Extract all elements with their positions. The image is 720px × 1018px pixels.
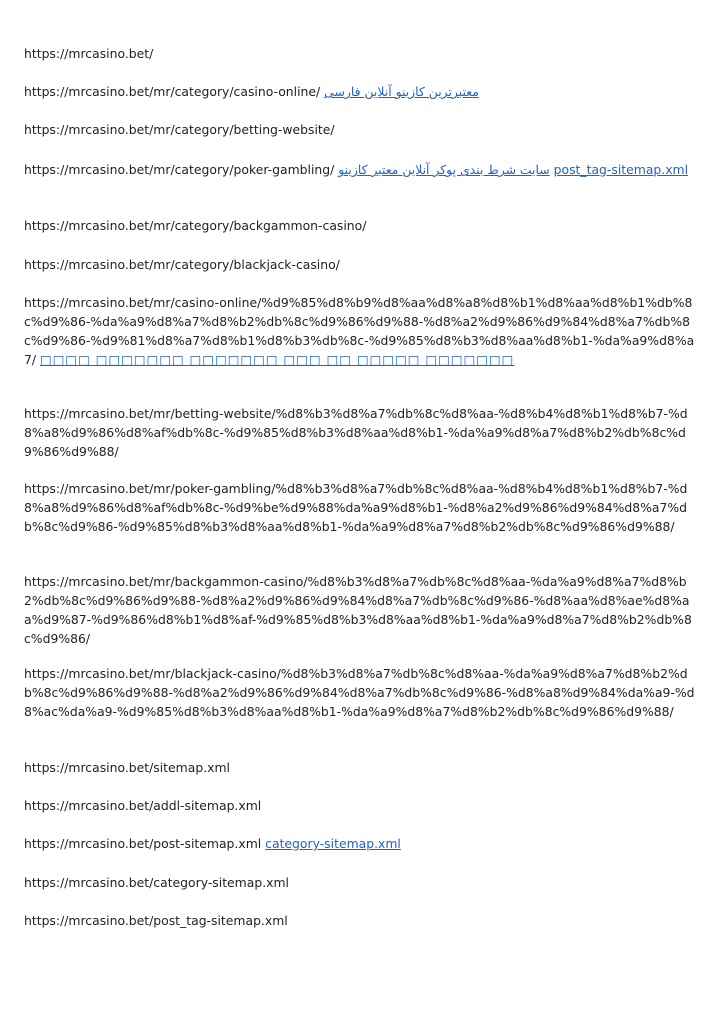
url-text: https://mrcasino.bet/mr/betting-website/%d8%b3%d8%a7%db%8c%d8%aa-%d8%b4%d8%b1%d8%b7-%d8%a8%d9%86%d8%af%db%8c-%d9%85%d8%b3%d8%aa%d8%b1-%da%a9%d8%a7%d8%b2%db%8c%d9%86%d9%88/ xyxy=(24,406,688,459)
url-entry-5 xyxy=(24,216,700,235)
url-entry-12 xyxy=(24,758,700,777)
url-text: https://mrcasino.bet/addl-sitemap.xml xyxy=(24,798,262,813)
url-entry-9 xyxy=(24,479,700,536)
url-text: https://mrcasino.bet/mr/backgammon-casino/%d8%b3%d8%a7%db%8c%d8%aa-%da%a9%d8%a7%d8%b2%db%8c%d9%86%d9%88-%d8%a2%d9%86%d9%84%d8%a7%db%8c%d9%86-%d8%aa%d8%ae%d8%aa%d9%87-%d9%86%d8%b1%d8%af-%d9%85%d8%b3%d8%aa%d8%b1-%da%a9%d8%a7%d8%b2%db%8c%d9%86/ xyxy=(24,574,692,646)
url-entry-15 xyxy=(24,873,700,892)
url-text: https://mrcasino.bet/post_tag-sitemap.xml xyxy=(24,913,288,928)
url-entry-1 xyxy=(24,44,700,63)
category-sitemap-link[interactable]: category-sitemap.xml xyxy=(265,836,401,851)
url-text: https://mrcasino.bet/category-sitemap.xml xyxy=(24,875,289,890)
url-text: https://mrcasino.bet/ xyxy=(24,46,154,61)
url-text: https://mrcasino.bet/mr/poker-gambling/%d8%b3%d8%a7%db%8c%d8%aa-%d8%b4%d8%b1%d8%b7-%d8%a8%d9%86%d8%af%db%8c-%d9%be%d9%88%da%a9%d8%b1-%d8%a2%d9%86%d9%84%d8%a7%db%8c%d9%86-%d9%85%d8%b3%d8%aa%d8%b1-%da%a9%d8%a7%d8%b2%db%8c%d9%86%d9%88/ xyxy=(24,481,688,534)
url-text: https://mrcasino.bet/mr/category/betting-website/ xyxy=(24,122,335,137)
url-entry-11 xyxy=(24,664,700,721)
missing-glyph-link[interactable]: □□□□ □□□□□□□ □□□□□□□ □□□ □□ □□□□□ □□□□□□□ xyxy=(40,352,515,367)
url-text: https://mrcasino.bet/mr/blackjack-casino/%d8%b3%d8%a7%db%8c%d8%aa-%da%a9%d8%a7%d8%b2%db%8c%d9%86%d9%88-%d8%a2%d9%86%d9%84%d8%a7%db%8c%d9%86-%d8%a8%d9%84%da%a9-%d8%ac%da%a9-%d9%85%d8%b3%d8%aa%d8%b1-%da%a9%d8%a7%d8%b2%db%8c%d9%86%d9%88/ xyxy=(24,666,695,719)
sitemap-link[interactable]: post_tag-sitemap.xml xyxy=(553,162,689,177)
url-entry-13 xyxy=(24,796,700,815)
persian-link[interactable]: معتبرترین کازینو آنلاین فارسی xyxy=(324,84,479,99)
url-text: https://mrcasino.bet/mr/category/blackjack-casino/ xyxy=(24,257,340,272)
url-entry-16 xyxy=(24,911,700,930)
url-entry-10 xyxy=(24,572,700,648)
url-text: https://mrcasino.bet/sitemap.xml xyxy=(24,760,230,775)
url-entry-14 xyxy=(24,834,700,853)
url-entry-4 xyxy=(24,160,700,179)
url-text: https://mrcasino.bet/mr/category/backgammon-casino/ xyxy=(24,218,367,233)
url-entry-3 xyxy=(24,120,700,139)
url-text: https://mrcasino.bet/mr/category/poker-gambling/ xyxy=(24,162,335,177)
url-entry-8 xyxy=(24,404,700,461)
url-entry-2 xyxy=(24,82,700,101)
persian-link[interactable]: سایت شرط بندی پوکر آنلاین معتبر کازینو xyxy=(338,162,550,177)
url-entry-7 xyxy=(24,293,700,369)
url-text: https://mrcasino.bet/mr/casino-online/%d9%85%d8%b9%d8%aa%d8%a8%d8%b1%d8%aa%d8%b1%db%8c%d9%86-%da%a9%d8%a7%d8%b2%db%8c%d9%86%d9%88-%d8%a2%d9%86%d9%84%d8%a7%db%8c%d9%86-%d9%81%d8%a7%d8%b1%d8%b3%db%8c-%d9%85%d8%b3%d8%aa%d8%b1-%da%a9%d8%a7/ xyxy=(24,295,695,367)
url-entry-6 xyxy=(24,255,700,274)
url-text: https://mrcasino.bet/mr/category/casino-online/ xyxy=(24,84,321,99)
url-text: https://mrcasino.bet/post-sitemap.xml xyxy=(24,836,262,851)
